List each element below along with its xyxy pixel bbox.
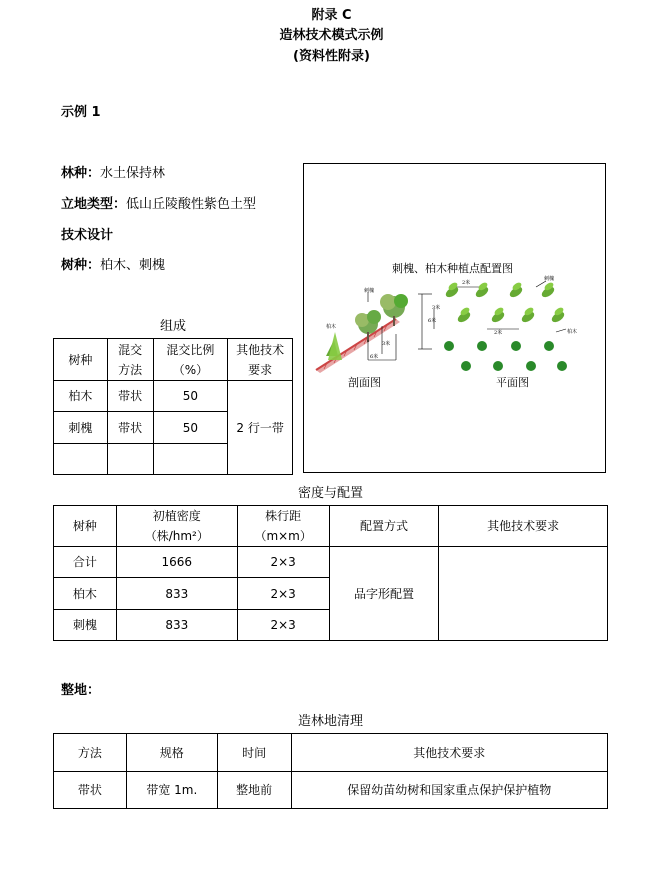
cell-method: 带状 xyxy=(107,381,153,412)
plan-view-label: 平面图 xyxy=(496,376,529,389)
density-caption: 密度与配置 xyxy=(297,486,363,501)
header-cell: 时间 xyxy=(217,734,291,772)
cell-other-requirement: 2 行一带 xyxy=(228,381,293,475)
label-cypress-plan: 柏木 xyxy=(567,329,578,335)
section-tree-robinia-icon xyxy=(380,294,408,326)
cell-spacing: 2×3 xyxy=(237,547,329,578)
cell-arrangement: 品字形配置 xyxy=(329,547,439,641)
label-cypress: 柏木 xyxy=(326,324,337,330)
species-line xyxy=(61,254,165,273)
label-6m-plan: 6米 xyxy=(428,318,437,324)
table-row xyxy=(54,547,608,578)
cell-ratio: 50 xyxy=(153,412,228,444)
cell-ratio xyxy=(153,444,228,475)
header-cell: 规格 xyxy=(126,734,217,772)
header-cell: 配置方式 xyxy=(329,506,439,547)
header-density-line1: 初植密度 xyxy=(152,509,201,523)
cell-density: 833 xyxy=(116,610,237,641)
cell-species: 刺槐 xyxy=(54,412,108,444)
species-label: 树种： xyxy=(61,258,101,273)
plan-cypress-icons xyxy=(444,341,567,371)
planting-layout-figure xyxy=(303,163,606,473)
label-3m-plan: 3米 xyxy=(432,305,441,311)
plan-robinia-icons xyxy=(444,281,566,324)
cell-ratio: 50 xyxy=(153,381,228,412)
cell-other xyxy=(439,547,608,641)
header-spacing-line2: （m×m） xyxy=(254,529,312,543)
cell-spacing: 2×3 xyxy=(237,610,329,641)
cell-density: 1666 xyxy=(116,547,237,578)
header-density-line2: （株/hm²） xyxy=(144,529,209,543)
label-3m-section: 3米 xyxy=(382,341,391,347)
planting-diagram xyxy=(304,164,605,472)
site-type-label: 立地类型： xyxy=(61,197,127,212)
figure-title: 刺槐、柏木种植点配置图 xyxy=(392,262,513,275)
label-6m-section: 6米 xyxy=(370,354,379,360)
label-2m-mid: 2米 xyxy=(494,330,503,336)
table-row xyxy=(54,772,608,809)
page-title: 造林技术模式示例 xyxy=(279,28,384,43)
example-label: 示例 1 xyxy=(61,105,101,120)
forest-type-line xyxy=(61,162,165,181)
composition-caption: 组成 xyxy=(159,319,186,334)
cell-method: 带状 xyxy=(107,412,153,444)
section-tree-robinia-icon xyxy=(355,310,381,342)
site-type-line xyxy=(61,193,256,212)
composition-table xyxy=(53,338,293,475)
species-value: 柏木、刺槐 xyxy=(100,258,166,273)
header-cell: 其他技术要求 xyxy=(439,506,608,547)
cell-other: 保留幼苗幼树和国家重点保护保护植物 xyxy=(291,772,607,809)
cell-species: 合计 xyxy=(54,547,117,578)
forest-type-label: 林种： xyxy=(61,166,101,181)
site-clearing-caption: 造林地清理 xyxy=(297,714,363,729)
tech-design-heading: 技术设计 xyxy=(61,228,114,243)
appendix-label: 附录 C xyxy=(311,8,352,23)
cell-method: 带状 xyxy=(54,772,127,809)
cell-method xyxy=(107,444,153,475)
header-cell-spacing xyxy=(237,506,329,547)
header-cell: 方法 xyxy=(54,734,127,772)
cell-spacing: 2×3 xyxy=(237,578,329,610)
forest-type-value: 水土保持林 xyxy=(100,166,166,181)
header-cell: 混交比例（%） xyxy=(153,339,228,381)
label-robinia-plan: 刺槐 xyxy=(544,276,555,282)
cell-time: 整地前 xyxy=(217,772,291,809)
cell-density: 833 xyxy=(116,578,237,610)
cell-species: 柏木 xyxy=(54,381,108,412)
table-header-row xyxy=(54,339,293,381)
density-table xyxy=(53,505,608,641)
site-type-value: 低山丘陵酸性紫色土型 xyxy=(126,197,257,212)
header-cell: 树种 xyxy=(54,506,117,547)
site-clearing-table xyxy=(53,733,608,809)
cell-spec: 带宽 1m. xyxy=(126,772,217,809)
section-view-label: 剖面图 xyxy=(348,376,381,389)
label-robinia: 刺槐 xyxy=(364,288,375,294)
cell-species: 刺槐 xyxy=(54,610,117,641)
cell-species xyxy=(54,444,108,475)
header-cell: 树种 xyxy=(54,339,108,381)
header-cell-density xyxy=(116,506,237,547)
header-cell: 其他技术要求 xyxy=(228,339,293,381)
site-prep-label: 整地： xyxy=(61,683,101,698)
header-spacing-line1: 株行距 xyxy=(265,509,302,523)
page-subtitle: (资料性附录) xyxy=(293,49,370,64)
label-2m-top: 2米 xyxy=(462,280,471,286)
table-header-row xyxy=(54,734,608,772)
header-cell: 其他技术要求 xyxy=(291,734,607,772)
section-tree-cypress-icon xyxy=(326,332,342,360)
header-cell: 混交方法 xyxy=(107,339,153,381)
table-header-row xyxy=(54,506,608,547)
table-row xyxy=(54,381,293,412)
cell-species: 柏木 xyxy=(54,578,117,610)
